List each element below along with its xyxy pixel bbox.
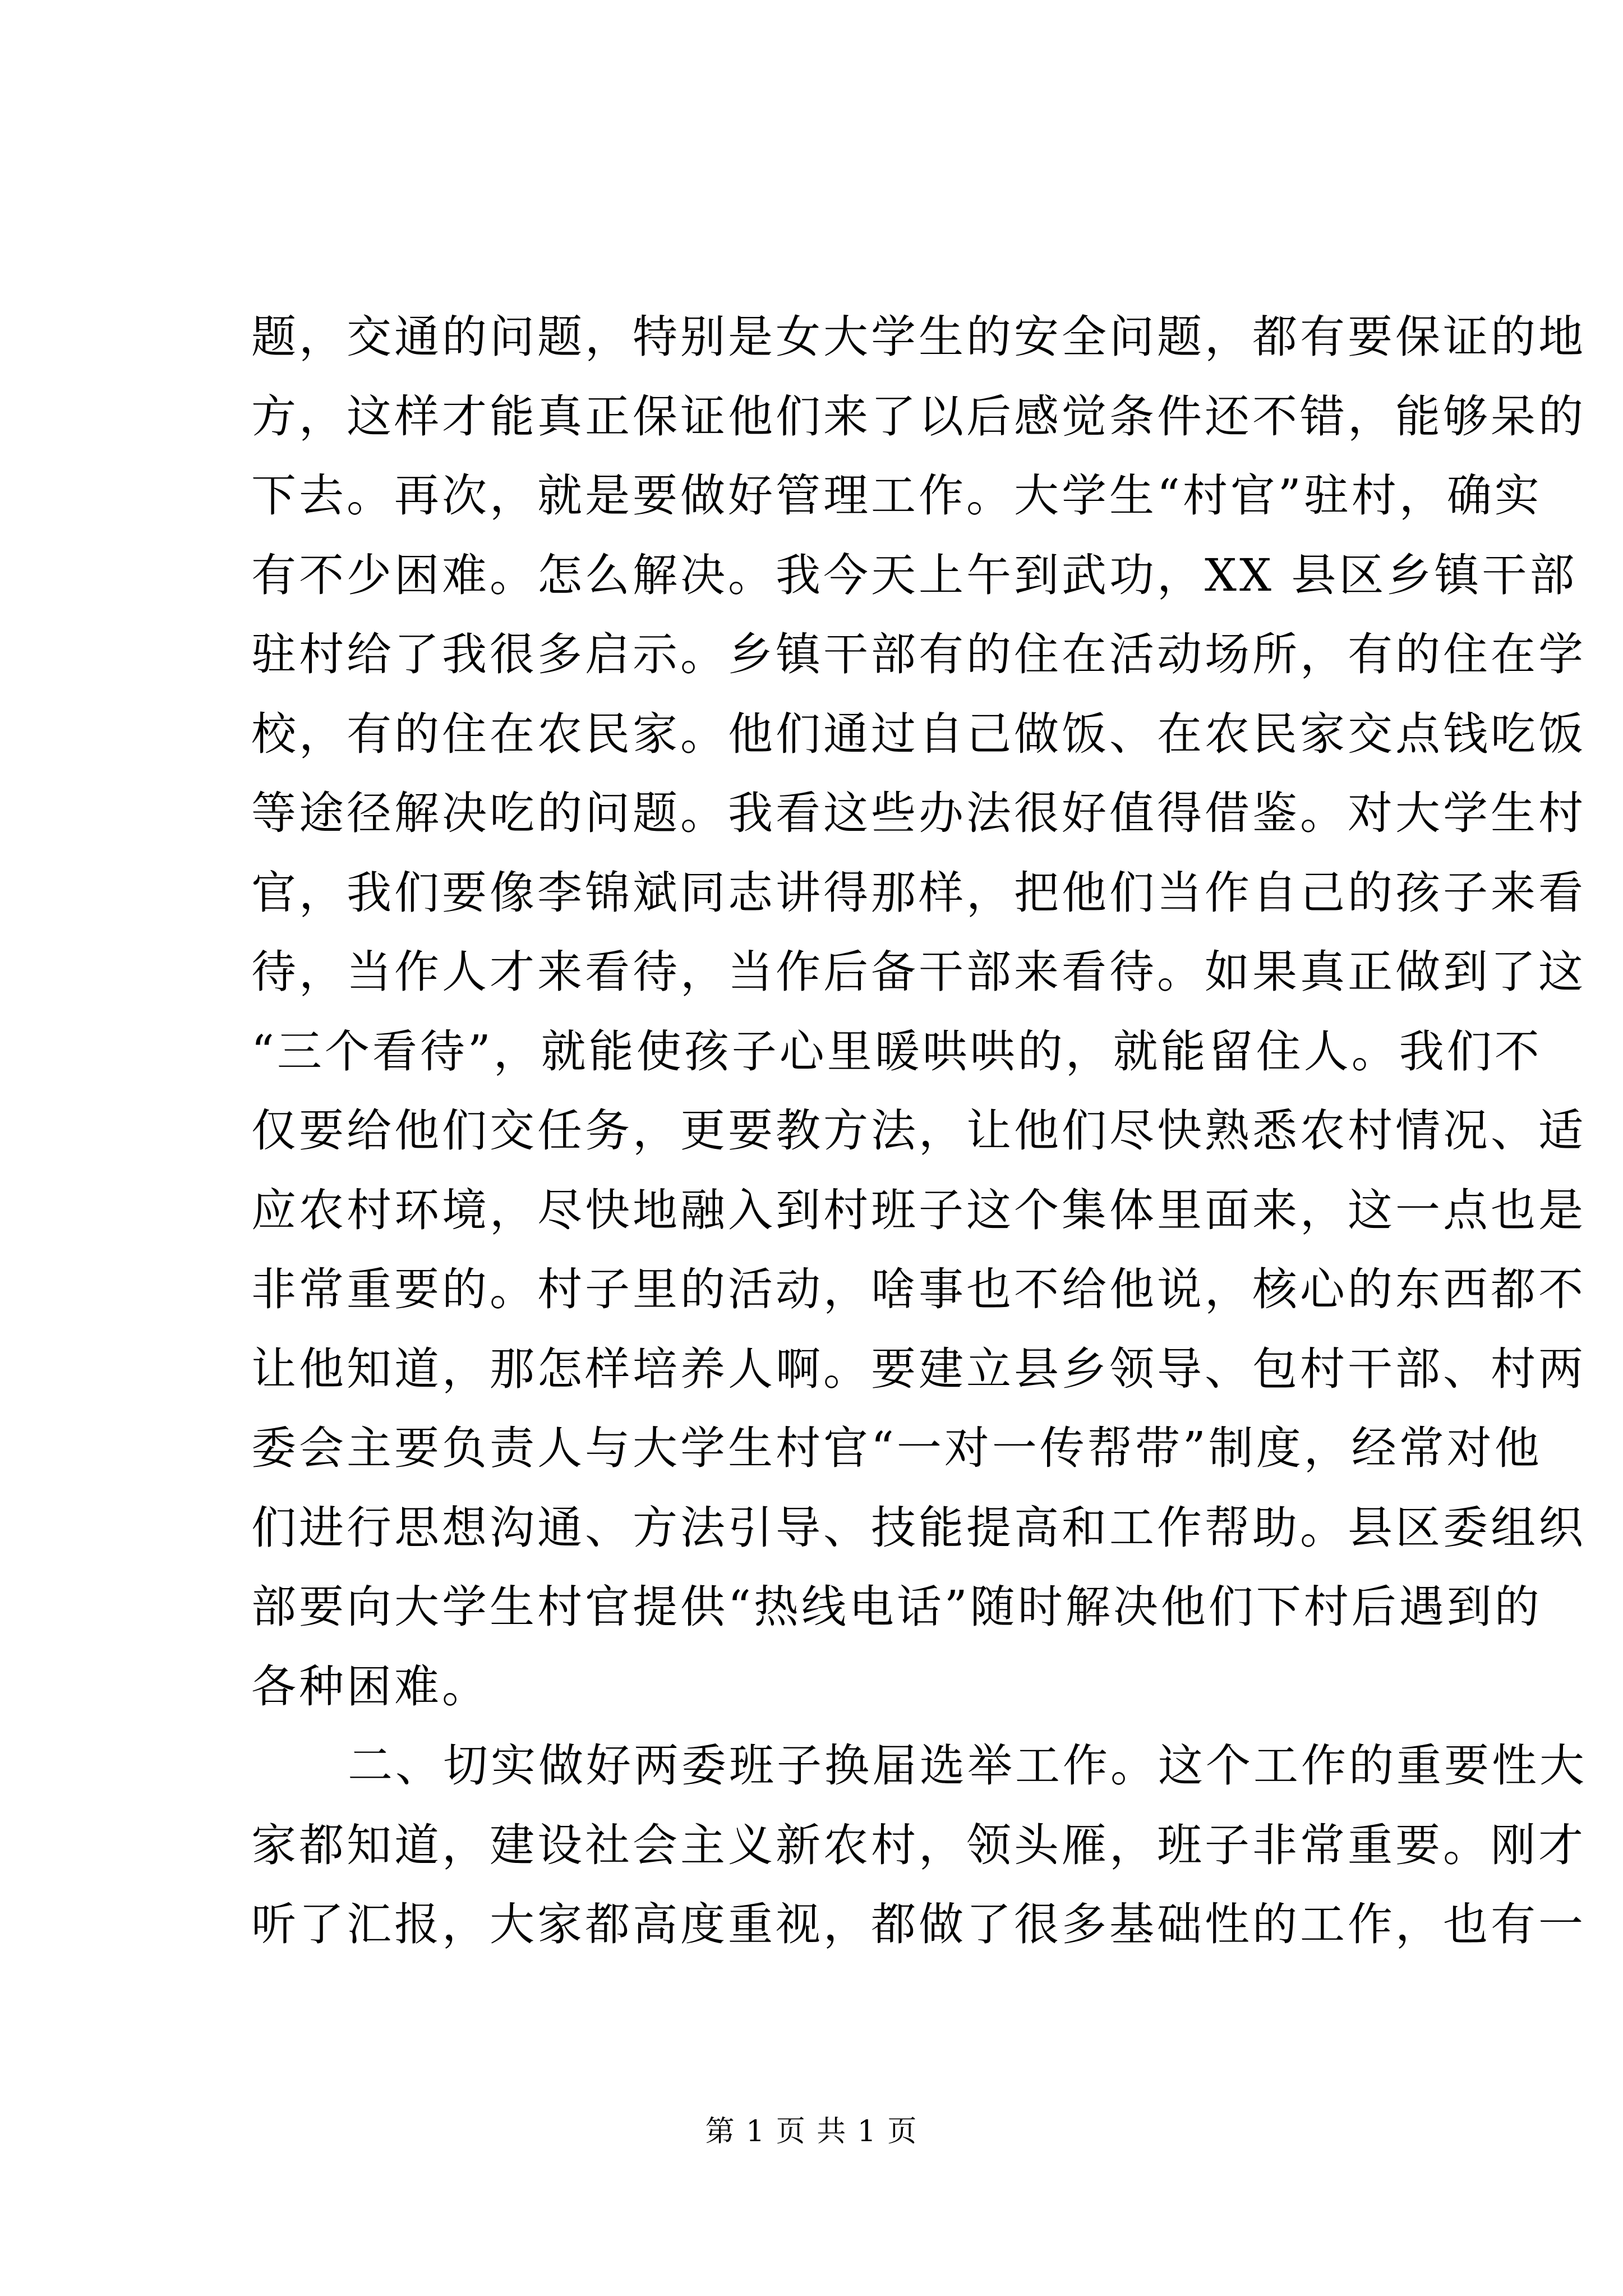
text-line: 家都知道，建设社会主义新农村，领头雁，班子非常重要。刚才 [251,1819,1586,1871]
body-text [251,297,1587,1964]
text-line: 让他知道，那怎样培养人啊。要建立县乡领导、包村干部、村两 [251,1342,1586,1395]
text-line: 听了汇报，大家都高度重视，都做了很多基础性的工作，也有一 [251,1898,1586,1950]
text-line: 应农村环境，尽快地融入到村班子这个集体里面来，这一点也是 [251,1184,1586,1236]
text-line: 等途径解决吃的问题。我看这些办法很好值得借鉴。对大学生村 [251,787,1586,839]
text-line: 各种困难。 [251,1660,490,1713]
text-line: 题，交通的问题，特别是女大学生的安全问题，都有要保证的地 [251,311,1586,363]
text-line: 下去。再次，就是要做好管理工作。大学生“村官”驻村，确实 [251,470,1542,522]
text-line: 驻村给了我很多启示。乡镇干部有的住在活动场所，有的住在学 [251,628,1586,680]
page-number-footer: 第 1 页 共 1 页 [705,2115,918,2148]
text-line: 有不少困难。怎么解决。我今天上午到武功，XX 县区乡镇干部 [251,549,1578,601]
text-line: 方，这样才能真正保证他们来了以后感觉条件还不错，能够呆的 [251,390,1586,443]
text-line: 官，我们要像李锦斌同志讲得那样，把他们当作自己的孩子来看 [251,866,1586,919]
text-line: “三个看待”，就能使孩子心里暖哄哄的，就能留住人。我们不 [251,1025,1542,1078]
text-line: 待，当作人才来看待，当作后备干部来看待。如果真正做到了这 [251,946,1586,998]
text-line: 校，有的住在农民家。他们通过自己做饭、在农民家交点钱吃饭 [251,707,1586,760]
paragraph-start-line: 二、切实做好两委班子换届选举工作。这个工作的重要性大 [348,1740,1587,1792]
text-line: 委会主要负责人与大学生村官“一对一传帮带”制度，经常对他 [251,1422,1542,1474]
text-line: 非常重要的。村子里的活动，啥事也不给他说，核心的东西都不 [251,1263,1586,1315]
text-line: 们进行思想沟通、方法引导、技能提高和工作帮助。县区委组织 [251,1501,1586,1554]
text-line: 部要向大学生村官提供“热线电话”随时解决他们下村后遇到的 [251,1581,1542,1633]
text-line: 仅要给他们交任务，更要教方法，让他们尽快熟悉农村情况、适 [251,1105,1586,1157]
